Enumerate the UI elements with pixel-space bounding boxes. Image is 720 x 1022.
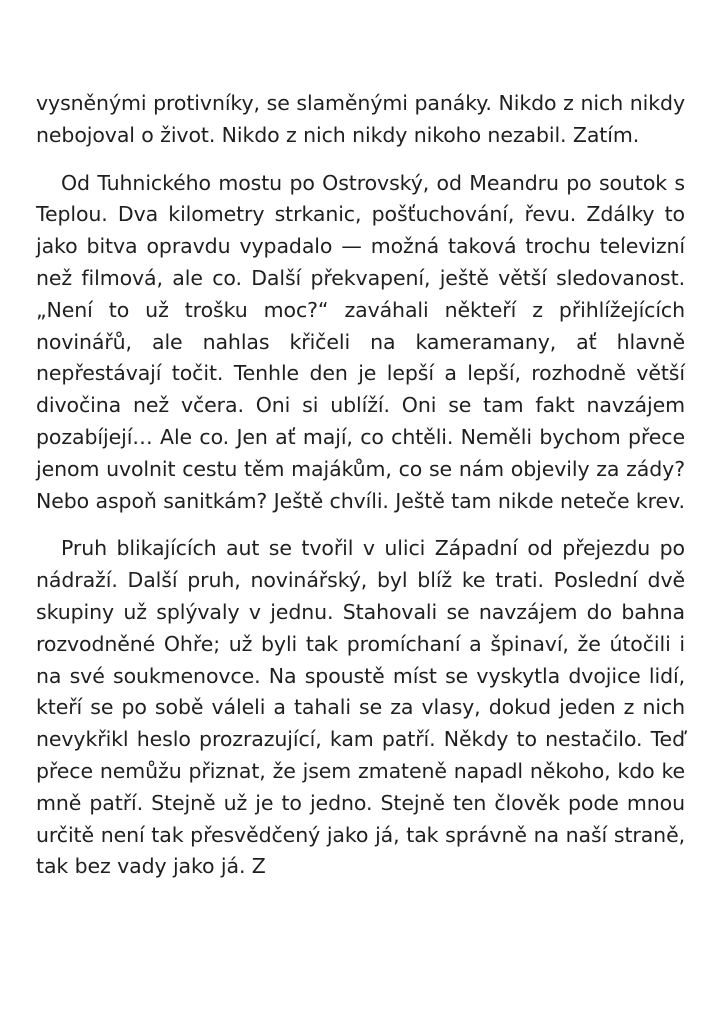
paragraph-bridges: Od Tuhnického mostu po Ostrovský, od Meandru po soutok s Teplou. Dva kilometry strkanic, pošťuchování, řevu. Zdálky to jako bitva opravdu vypadalo — možná taková trochu televizní než filmová, ale co. Další překvapení, ještě větší sledovanost. „Není to už trošku moc?“ zaváhali někteří z přihlížejících novinářů, ale nahlas křičeli na kameramany, ať hlavně nepřestávají točit. Tenhle den je lepší a lepší, rozhodně větší divočina než včera. Oni si ublíží. Oni se tam fakt navzájem pozabíjejí… Ale co. Jen ať mají, co chtěli. Neměli bychom přece jenom uvolnit cestu těm majákům, co se nám objevily za zády? Nebo aspoň sanitkám? Ještě chvíli. Ještě tam nikde neteče krev. — [36, 170, 685, 513]
paragraph-cars: Pruh blikajících aut se tvořil v ulici Západní od přejezdu po nádraží. Další pruh, novinářský, byl blíž ke trati. Poslední dvě skupiny už splývaly v jednu. Stahovali se navzájem do bahna rozvodněné Ohře; už byli tak promíchaní a špinaví, že útočili i na své soukmenovce. Na spoustě míst se vyskytla dvojice lidí, kteří se po sobě váleli a tahali se za vlasy, dokud jeden z nich nevykřikl heslo prozrazující, kam patří. Někdy to nestačilo. Teď přece nemůžu přiznat, že jsem zmateně napadl někoho, kdo ke mně patří. Stejně už je to jedno. Stejně ten člověk pode mnou určitě není tak přesvědčený jako já, tak správně na naší straně, tak bez vady jako já. Z — [36, 536, 685, 879]
paragraph-continuation: vysněnými protivníky, se slaměnými panáky. Nikdo z nich nikdy nebojoval o život. Nikdo z nich nikdy nikoho nezabil. Zatím. — [36, 91, 685, 147]
document-page — [36, 88, 685, 883]
